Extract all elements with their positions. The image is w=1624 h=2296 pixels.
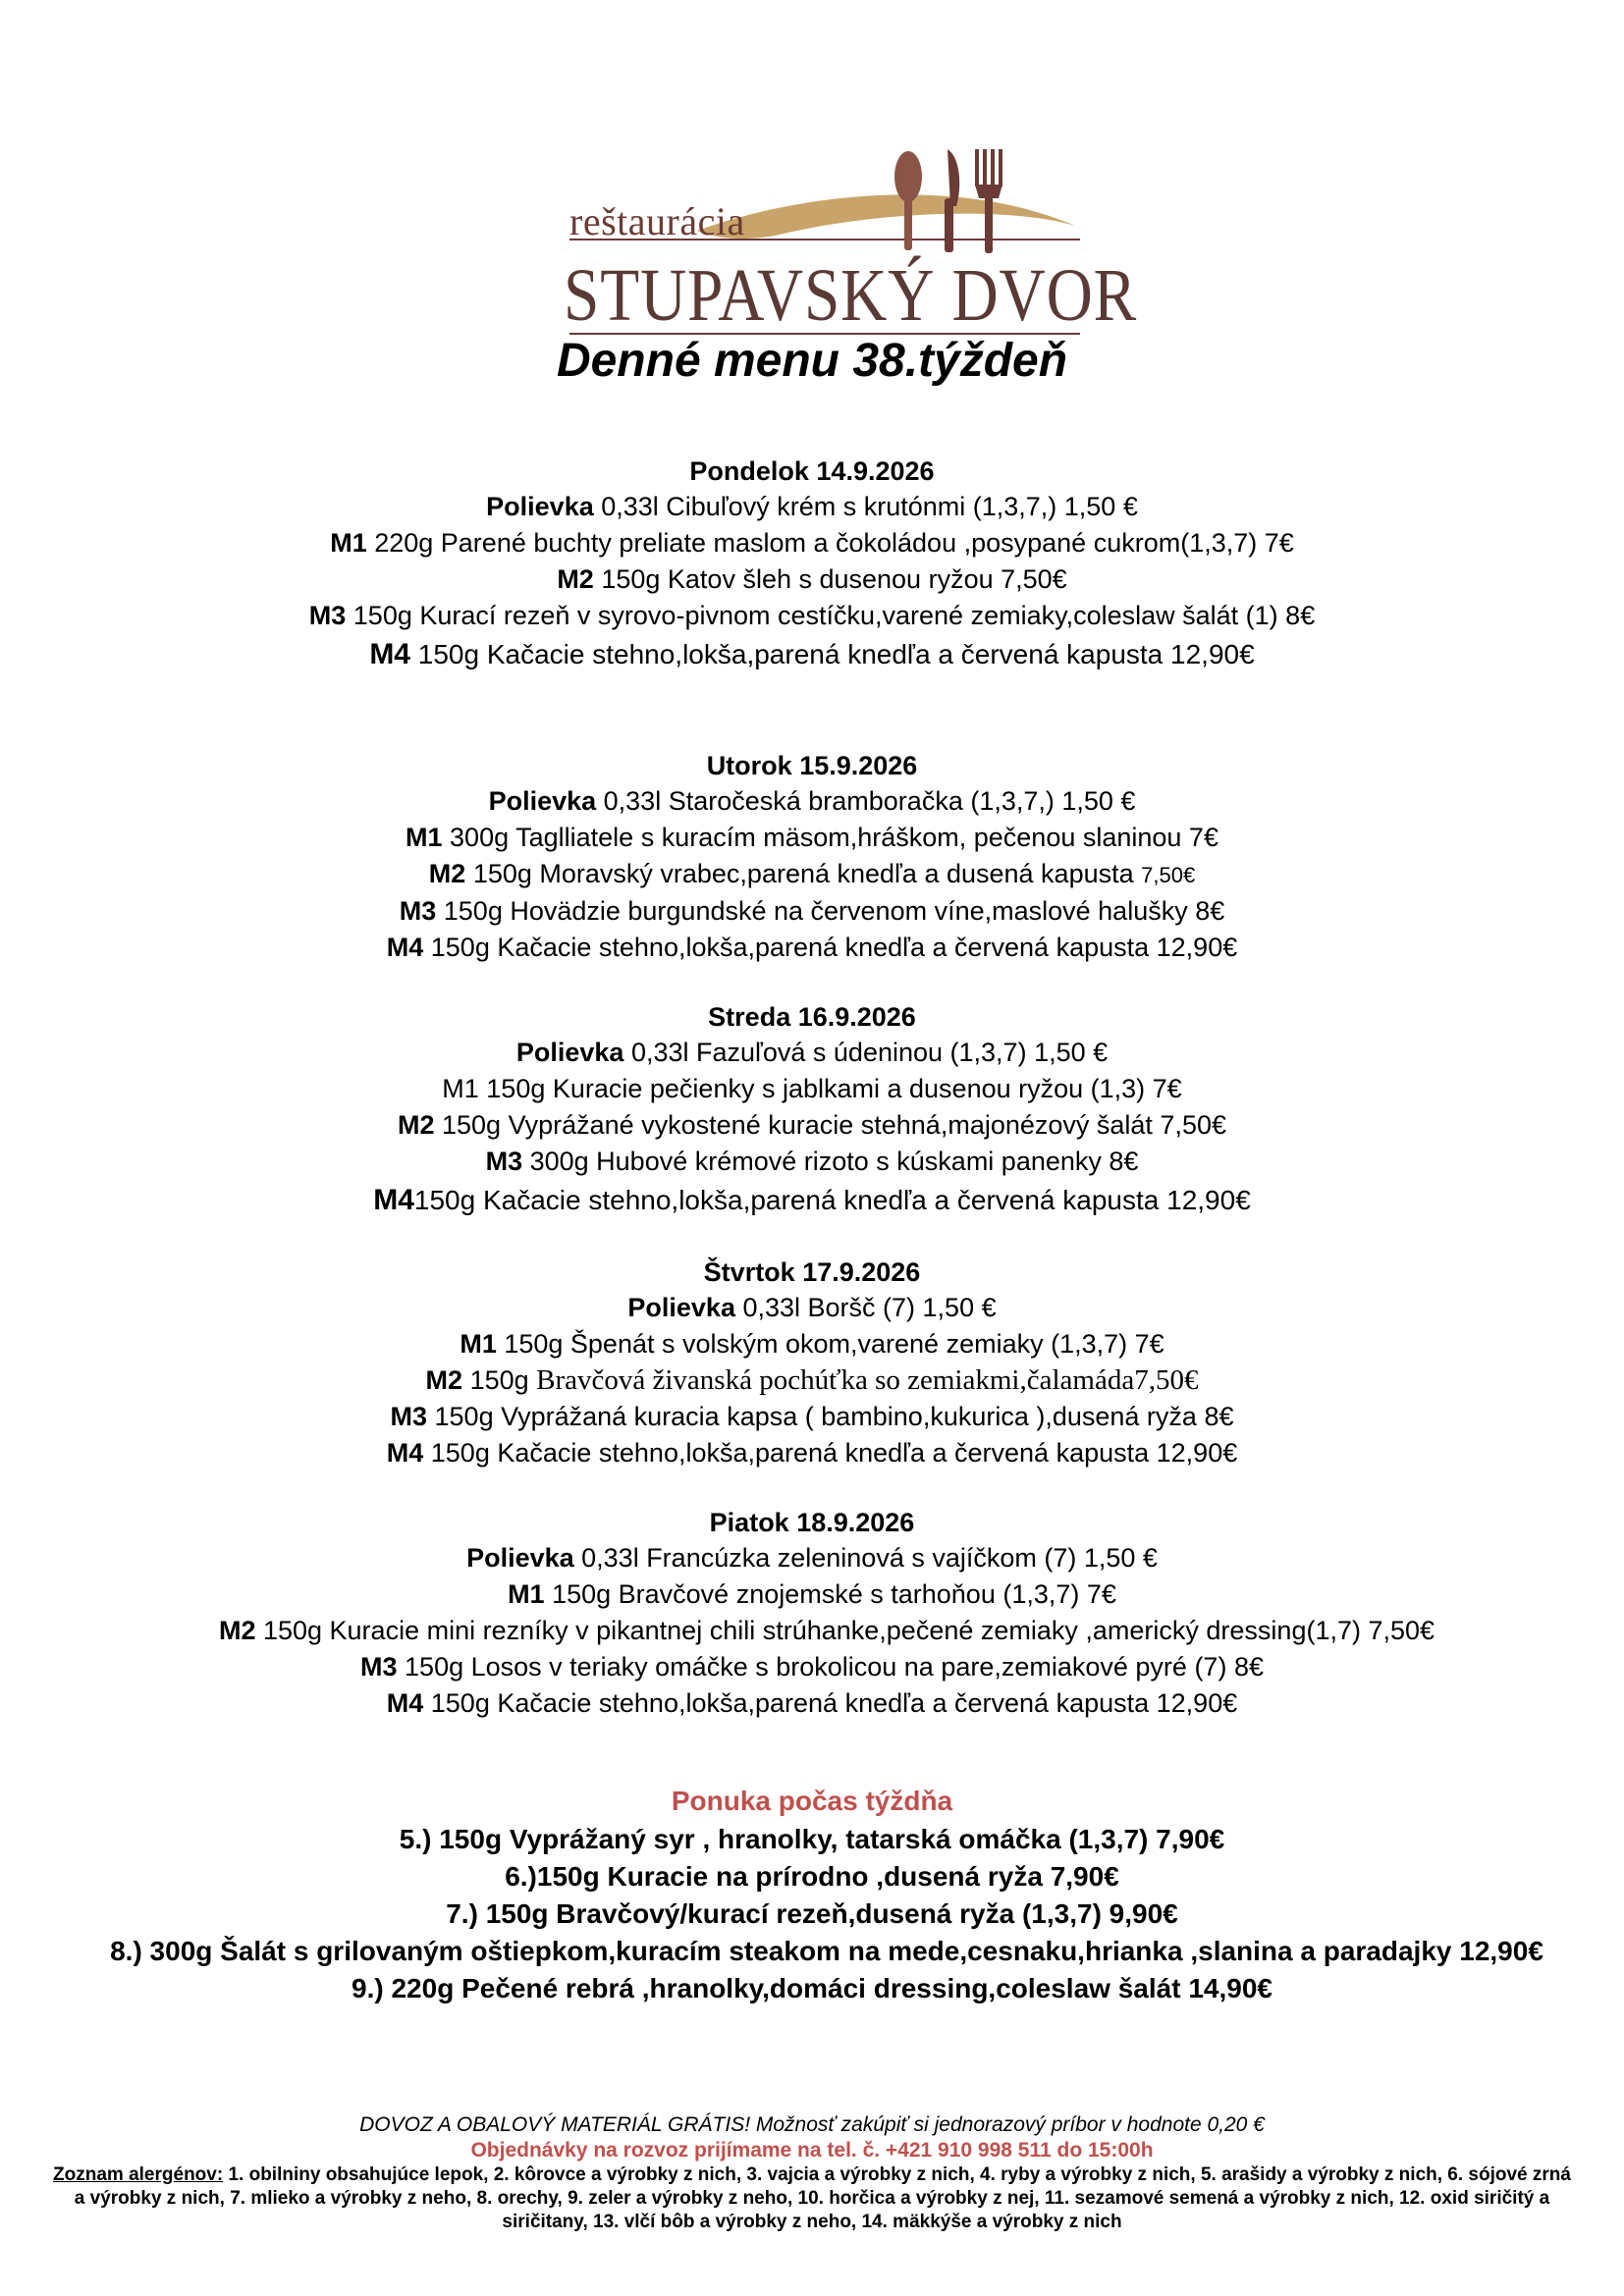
dish-label: M2 — [397, 1110, 435, 1140]
day-heading: Streda 16.9.2026 — [708, 1002, 916, 1032]
day-heading: Pondelok 14.9.2026 — [689, 456, 935, 486]
dish-label: M1 — [460, 1329, 497, 1359]
allergen-list — [46, 2163, 1578, 2234]
dish-text: 0,33l Fazuľová s údeninou (1,3,7) 1,50 € — [623, 1038, 1109, 1067]
dish-label: Polievka — [515, 1038, 624, 1067]
day-heading: Utorok 15.9.2026 — [706, 751, 918, 780]
dish-text: 150g Kačacie stehno,lokša,parená knedľa a červená kapusta 12,90€ — [423, 1438, 1238, 1468]
offer-item: 6.)150g Kuracie na prírodno ,dusená ryža 7,90€ — [505, 1861, 1119, 1892]
offer-title: Ponuka počas týždňa — [671, 1786, 953, 1816]
dish-soup — [0, 1035, 1624, 1071]
dish-label: M3 — [390, 1402, 428, 1431]
daily-menu — [0, 454, 1624, 1755]
day-thursday — [0, 1255, 1624, 1471]
dish-label: M3 — [308, 601, 347, 630]
dish-m3 — [0, 893, 1624, 930]
dish-text: 150g Kačacie stehno,lokša,parená knedľa a červená kapusta 12,90€ — [410, 639, 1255, 669]
order-phone-note: Objednávky na rozvoz prijímame na tel. č. +421 910 998 511 do 15:00h — [470, 2139, 1154, 2162]
dish-label: M4 — [386, 1438, 424, 1468]
dish-m1 — [0, 525, 1624, 561]
dish-price: 7,50€ — [1141, 863, 1196, 887]
dish-text: 0,33l Francúzka zeleninová s vajíčkom (7) 1,50 € — [573, 1543, 1158, 1573]
dish-label: Polievka — [466, 1543, 574, 1573]
offer-item: 5.) 150g Vyprážaný syr , hranolky, tatarská omáčka (1,3,7) 7,90€ — [399, 1824, 1225, 1854]
dish-text: 300g Hubové krémové rizoto s kúskami panenky 8€ — [522, 1147, 1139, 1176]
dish-text: 150g Katov šleh s dusenou ryžou 7,50€ — [593, 564, 1067, 594]
dish-text: 150g Moravský vrabec,parená knedľa a dusená kapusta — [465, 859, 1142, 888]
dish-m4 — [0, 1435, 1624, 1471]
dish-m1 — [0, 1326, 1624, 1362]
day-heading: Štvrtok 17.9.2026 — [703, 1257, 921, 1287]
dish-label: M4 — [386, 1688, 424, 1718]
dish-soup — [0, 489, 1624, 525]
logo-word: reštaurácia — [569, 199, 745, 243]
dish-label: M4 — [373, 1184, 414, 1216]
dish-text: 150g Špenát s volským okom,varené zemiaky (1,3,7) 7€ — [496, 1329, 1164, 1359]
dish-m2 — [0, 561, 1624, 598]
dish-text: 150g Kačacie stehno,lokša,parená knedľa a červená kapusta 12,90€ — [423, 1688, 1238, 1718]
dish-text: 150g Vyprážaná kuracia kapsa ( bambino,kukurica ),dusená ryža 8€ — [427, 1402, 1234, 1431]
dish-text: 150g Losos v teriaky omáčke s brokolicou na pare,zemiakové pyré (7) 8€ — [397, 1652, 1264, 1682]
dish-m1 — [0, 1576, 1624, 1613]
dish-text: 0,33l Boršč (7) 1,50 € — [734, 1293, 997, 1322]
dish-label: Polievka — [627, 1293, 735, 1322]
logo-name: STUPAVSKÝ DVOR — [564, 254, 1138, 337]
dish-label: M2 — [428, 859, 466, 888]
day-monday — [0, 454, 1624, 675]
dish-text: 150g Kačacie stehno,lokša,parená knedľa a červená kapusta 12,90€ — [423, 933, 1238, 962]
allergen-label: Zoznam alergénov: — [53, 2164, 224, 2185]
dish-m2 — [0, 1107, 1624, 1144]
dish-soup — [0, 1290, 1624, 1326]
dish-label: M2 — [425, 1365, 463, 1395]
dish-m3 — [0, 1144, 1624, 1180]
restaurant-logo — [550, 137, 1138, 348]
dish-label: Polievka — [486, 492, 594, 521]
day-heading: Piatok 18.9.2026 — [709, 1508, 915, 1537]
footer — [0, 2112, 1624, 2234]
dish-m3 — [0, 1649, 1624, 1685]
dish-text: 150g Bravčové znojemské s tarhoňou (1,3,7) 7€ — [544, 1579, 1116, 1609]
dish-text: 220g Parené buchty preliate maslom a čokoládou ,posypané cukrom(1,3,7) 7€ — [366, 528, 1294, 558]
dish-text: 150g Kuracie mini rezníky v pikantnej chili strúhanke,pečené zemiaky ,americký dressing(1,7) 7,50€ — [255, 1616, 1435, 1645]
dish-m4 — [0, 1685, 1624, 1722]
dish-label: M3 — [485, 1147, 523, 1176]
dish-soup — [0, 783, 1624, 820]
weekly-offer — [0, 1782, 1624, 2007]
dish-m1 — [0, 820, 1624, 856]
dish-text: 150g Vyprážané vykostené kuracie stehná,majonézový šalát 7,50€ — [434, 1110, 1226, 1140]
dish-text: 300g Taglliatele s kuracím mäsom,hráškom, pečenou slaninou 7€ — [442, 823, 1218, 852]
offer-item: 7.) 150g Bravčový/kurací rezeň,dusená ryža (1,3,7) 9,90€ — [446, 1898, 1178, 1929]
dish-m2 — [0, 1613, 1624, 1649]
dish-m1 — [0, 1071, 1624, 1107]
delivery-note: DOVOZ A OBALOVÝ MATERIÁL GRÁTIS! Možnosť zakúpiť si jednorazový príbor v hodnote 0,20 € — [359, 2113, 1265, 2136]
dish-label: M3 — [360, 1652, 398, 1682]
dish-label: M1 — [406, 823, 443, 852]
offer-item: 9.) 220g Pečené rebrá ,hranolky,domáci dressing,coleslaw šalát 14,90€ — [352, 1973, 1272, 2003]
day-friday — [0, 1505, 1624, 1722]
page-title: Denné menu 38.týždeň — [556, 335, 1068, 387]
dish-text: 150g Hovädzie burgundské na červenom víne,maslové halušky 8€ — [436, 896, 1225, 926]
dish-m2 — [0, 1362, 1624, 1399]
dish-m3 — [0, 1399, 1624, 1435]
dish-m4 — [0, 1180, 1624, 1221]
allergen-text: 1. obilniny obsahujúce lepok, 2. kôrovce a výrobky z nich, 3. vajcia a výrobky z nich, 4. ryby a výrobky z nich, 5. arašidy a výrobky z nich, 6. sójové zrná a výrobky z nich, 7. mlieko a výrobky z neho, 8. orechy, 9. zeler a výrobky z neho, 10. horčica a výrobky z nej, 11. sezamové semená a výrobky z nich, 12. oxid siričitý a siričitany, 13. vlčí bôb a výrobky z neho, 14. mäkkýše a výrobky z nich — [74, 2164, 1571, 2232]
dish-label: M2 — [218, 1616, 256, 1645]
dish-text: M1 150g Kuracie pečienky s jablkami a dusenou ryžou (1,3) 7€ — [442, 1074, 1182, 1103]
dish-text: 150g Kurací rezeň v syrovo-pivnom cestíčku,varené zemiaky,coleslaw šalát (1) 8€ — [346, 601, 1316, 630]
dish-m2 — [0, 856, 1624, 893]
dish-label: M2 — [557, 564, 594, 594]
dish-text-serif: Bravčová živanská pochúťka so zemiakmi,čalamáda7,50€ — [536, 1364, 1199, 1396]
dish-text: 0,33l Staročeská bramboračka (1,3,7,) 1,50 € — [596, 786, 1136, 816]
day-tuesday — [0, 748, 1624, 966]
dish-text: 150g — [462, 1365, 537, 1395]
day-wednesday — [0, 999, 1624, 1221]
dish-label: M1 — [330, 528, 367, 558]
dish-label: Polievka — [488, 786, 597, 816]
dish-soup — [0, 1540, 1624, 1576]
dish-m4 — [0, 930, 1624, 966]
dish-m4 — [0, 634, 1624, 675]
dish-m3 — [0, 598, 1624, 634]
dish-label: M1 — [508, 1579, 545, 1609]
dish-text: 150g Kačacie stehno,lokša,parená knedľa a červená kapusta 12,90€ — [413, 1185, 1251, 1215]
dish-text: 0,33l Cibuľový krém s krutónmi (1,3,7,) 1,50 € — [593, 492, 1138, 521]
swoosh-icon — [697, 194, 1075, 239]
knife-icon — [945, 149, 959, 252]
dish-label: M3 — [399, 896, 437, 926]
dish-label: M4 — [369, 638, 410, 670]
dish-label: M4 — [386, 933, 424, 962]
offer-item: 8.) 300g Šalát s grilovaným oštiepkom,kuracím steakom na mede,cesnaku,hrianka ,slanina a paradajky 12,90€ — [110, 1936, 1543, 1966]
